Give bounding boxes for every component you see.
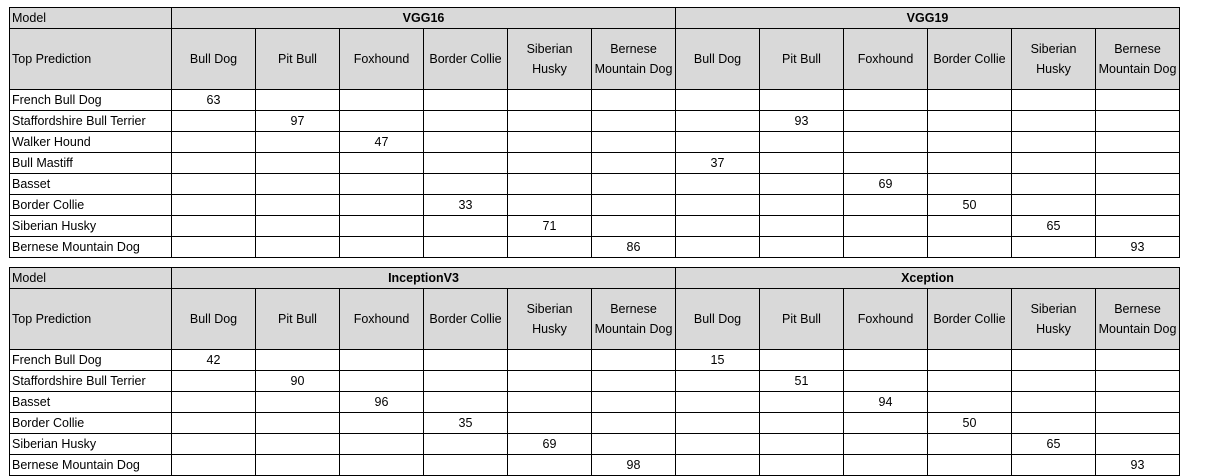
score-cell [928, 90, 1012, 111]
score-cell [424, 216, 508, 237]
score-cell [256, 195, 340, 216]
score-cell [508, 237, 592, 258]
column-header: Pit Bull [760, 29, 844, 90]
score-cell: 37 [676, 153, 760, 174]
column-header-row [10, 289, 1180, 350]
score-cell [340, 216, 424, 237]
column-header: Border Collie [928, 29, 1012, 90]
score-cell: 69 [508, 434, 592, 455]
row-label: Walker Hound [10, 132, 172, 153]
score-cell [1012, 90, 1096, 111]
score-cell [340, 174, 424, 195]
score-cell [424, 174, 508, 195]
score-cell [844, 350, 928, 371]
results-table-2 [9, 267, 1180, 476]
column-header: Bull Dog [172, 29, 256, 90]
table-row [10, 132, 1180, 153]
table-row [10, 434, 1180, 455]
score-cell [928, 111, 1012, 132]
score-cell [1012, 111, 1096, 132]
score-cell [928, 132, 1012, 153]
column-header: Bull Dog [676, 289, 760, 350]
score-cell [1096, 90, 1180, 111]
score-cell: 63 [172, 90, 256, 111]
score-cell: 35 [424, 413, 508, 434]
column-header: Siberian Husky [508, 289, 592, 350]
score-cell [1096, 174, 1180, 195]
score-cell [424, 371, 508, 392]
score-cell [508, 350, 592, 371]
row-label: Staffordshire Bull Terrier [10, 371, 172, 392]
score-cell [760, 413, 844, 434]
score-cell: 69 [844, 174, 928, 195]
row-label: Staffordshire Bull Terrier [10, 111, 172, 132]
score-cell [676, 434, 760, 455]
score-cell [928, 153, 1012, 174]
score-cell [1096, 153, 1180, 174]
score-cell [844, 413, 928, 434]
score-cell [1096, 392, 1180, 413]
score-cell [172, 195, 256, 216]
table-body [10, 350, 1180, 476]
score-cell [1012, 392, 1096, 413]
score-cell [424, 350, 508, 371]
score-cell [928, 174, 1012, 195]
score-cell [676, 237, 760, 258]
column-header: Bull Dog [676, 29, 760, 90]
score-cell [172, 371, 256, 392]
score-cell [592, 392, 676, 413]
score-cell [340, 371, 424, 392]
score-cell [340, 90, 424, 111]
score-cell [592, 216, 676, 237]
score-cell [760, 132, 844, 153]
row-label: Bernese Mountain Dog [10, 455, 172, 476]
score-cell [508, 413, 592, 434]
model-label: Model [10, 268, 172, 289]
column-header: Foxhound [844, 289, 928, 350]
score-cell [424, 111, 508, 132]
score-cell [172, 153, 256, 174]
score-cell [1012, 455, 1096, 476]
column-header: Bernese Mountain Dog [1096, 29, 1180, 90]
score-cell [256, 350, 340, 371]
score-cell [844, 195, 928, 216]
score-cell [1096, 413, 1180, 434]
score-cell [1012, 371, 1096, 392]
model-name-cell: Xception [676, 268, 1180, 289]
column-header: Border Collie [424, 29, 508, 90]
score-cell [928, 371, 1012, 392]
column-header: Bernese Mountain Dog [592, 289, 676, 350]
score-cell: 65 [1012, 216, 1096, 237]
table-row [10, 455, 1180, 476]
top-prediction-label: Top Prediction [10, 29, 172, 90]
score-cell [172, 132, 256, 153]
score-cell [256, 413, 340, 434]
score-cell [676, 90, 760, 111]
model-row [10, 8, 1180, 29]
score-cell [592, 195, 676, 216]
column-header-row [10, 29, 1180, 90]
row-label: Siberian Husky [10, 434, 172, 455]
score-cell [508, 392, 592, 413]
table-row [10, 371, 1180, 392]
row-label: Bull Mastiff [10, 153, 172, 174]
score-cell [340, 434, 424, 455]
row-label: French Bull Dog [10, 350, 172, 371]
score-cell: 50 [928, 413, 1012, 434]
score-cell [1096, 195, 1180, 216]
score-cell [760, 90, 844, 111]
table-row [10, 216, 1180, 237]
column-header: Bernese Mountain Dog [1096, 289, 1180, 350]
column-header: Pit Bull [256, 289, 340, 350]
score-cell [676, 392, 760, 413]
score-cell [676, 455, 760, 476]
score-cell [256, 434, 340, 455]
model-row [10, 268, 1180, 289]
score-cell [760, 237, 844, 258]
score-cell [676, 413, 760, 434]
score-cell [928, 392, 1012, 413]
score-cell [844, 371, 928, 392]
score-cell [760, 392, 844, 413]
top-prediction-label: Top Prediction [10, 289, 172, 350]
score-cell: 65 [1012, 434, 1096, 455]
score-cell: 51 [760, 371, 844, 392]
row-label: Siberian Husky [10, 216, 172, 237]
score-cell [1096, 111, 1180, 132]
column-header: Siberian Husky [508, 29, 592, 90]
column-header: Border Collie [928, 289, 1012, 350]
score-cell [1012, 153, 1096, 174]
table-row [10, 90, 1180, 111]
score-cell: 50 [928, 195, 1012, 216]
score-cell: 47 [340, 132, 424, 153]
score-cell [760, 455, 844, 476]
score-cell [1096, 434, 1180, 455]
column-header: Bernese Mountain Dog [592, 29, 676, 90]
score-cell [760, 174, 844, 195]
score-cell [844, 455, 928, 476]
score-cell [340, 455, 424, 476]
table-row [10, 392, 1180, 413]
score-cell [256, 392, 340, 413]
score-cell [592, 153, 676, 174]
score-cell [424, 132, 508, 153]
column-header: Border Collie [424, 289, 508, 350]
score-cell [172, 434, 256, 455]
score-cell [256, 90, 340, 111]
score-cell [172, 392, 256, 413]
score-cell [256, 455, 340, 476]
results-table-1 [9, 7, 1180, 258]
row-label: Border Collie [10, 413, 172, 434]
score-cell [844, 216, 928, 237]
score-cell: 96 [340, 392, 424, 413]
score-cell [508, 153, 592, 174]
row-label: Bernese Mountain Dog [10, 237, 172, 258]
model-name-cell: VGG19 [676, 8, 1180, 29]
score-cell [1012, 237, 1096, 258]
score-cell [1012, 195, 1096, 216]
score-cell [1096, 132, 1180, 153]
score-cell: 93 [1096, 237, 1180, 258]
score-cell [340, 153, 424, 174]
model-name-cell: VGG16 [172, 8, 676, 29]
score-cell [172, 455, 256, 476]
score-cell [928, 434, 1012, 455]
score-cell [424, 237, 508, 258]
score-cell [1012, 413, 1096, 434]
score-cell: 90 [256, 371, 340, 392]
score-cell [928, 455, 1012, 476]
score-cell [1096, 216, 1180, 237]
table-row [10, 350, 1180, 371]
table-row [10, 153, 1180, 174]
column-header: Siberian Husky [1012, 289, 1096, 350]
score-cell [340, 350, 424, 371]
model-name-cell: InceptionV3 [172, 268, 676, 289]
score-cell: 97 [256, 111, 340, 132]
score-cell [256, 153, 340, 174]
score-cell [676, 371, 760, 392]
score-cell [172, 216, 256, 237]
score-cell [508, 371, 592, 392]
score-cell [676, 132, 760, 153]
score-cell [844, 434, 928, 455]
score-cell [592, 371, 676, 392]
row-label: Basset [10, 174, 172, 195]
score-cell: 93 [760, 111, 844, 132]
score-cell [844, 111, 928, 132]
score-cell [424, 434, 508, 455]
score-cell [1096, 371, 1180, 392]
score-cell: 98 [592, 455, 676, 476]
score-cell [592, 434, 676, 455]
score-cell [592, 90, 676, 111]
score-cell [1012, 132, 1096, 153]
score-cell [508, 90, 592, 111]
score-cell: 15 [676, 350, 760, 371]
score-cell [508, 174, 592, 195]
score-cell [256, 132, 340, 153]
score-cell [424, 153, 508, 174]
score-cell [508, 111, 592, 132]
score-cell [256, 237, 340, 258]
score-cell: 93 [1096, 455, 1180, 476]
score-cell [172, 111, 256, 132]
score-cell [844, 153, 928, 174]
score-cell [508, 195, 592, 216]
score-cell [760, 434, 844, 455]
score-cell [592, 132, 676, 153]
row-label: French Bull Dog [10, 90, 172, 111]
score-cell [928, 237, 1012, 258]
score-cell [508, 455, 592, 476]
table-row [10, 413, 1180, 434]
column-header: Foxhound [844, 29, 928, 90]
score-cell [928, 216, 1012, 237]
score-cell [592, 111, 676, 132]
score-cell [424, 90, 508, 111]
score-cell [508, 132, 592, 153]
score-cell: 86 [592, 237, 676, 258]
table-row [10, 195, 1180, 216]
table-row [10, 111, 1180, 132]
column-header: Siberian Husky [1012, 29, 1096, 90]
score-cell [676, 174, 760, 195]
score-cell [256, 174, 340, 195]
column-header: Bull Dog [172, 289, 256, 350]
score-cell [760, 195, 844, 216]
score-cell [760, 350, 844, 371]
score-cell [256, 216, 340, 237]
score-cell [592, 174, 676, 195]
score-cell [172, 413, 256, 434]
score-cell: 33 [424, 195, 508, 216]
score-cell [844, 237, 928, 258]
table-row [10, 237, 1180, 258]
score-cell [1012, 174, 1096, 195]
column-header: Pit Bull [760, 289, 844, 350]
score-cell: 94 [844, 392, 928, 413]
column-header: Foxhound [340, 29, 424, 90]
score-cell [760, 153, 844, 174]
score-cell [676, 216, 760, 237]
table-row [10, 174, 1180, 195]
model-label: Model [10, 8, 172, 29]
score-cell [340, 237, 424, 258]
column-header: Pit Bull [256, 29, 340, 90]
column-header: Foxhound [340, 289, 424, 350]
score-cell [424, 392, 508, 413]
score-cell [424, 455, 508, 476]
score-cell [844, 90, 928, 111]
score-cell [592, 350, 676, 371]
score-cell [760, 216, 844, 237]
score-cell [340, 111, 424, 132]
score-cell [844, 132, 928, 153]
score-cell [172, 237, 256, 258]
score-cell [676, 195, 760, 216]
row-label: Basset [10, 392, 172, 413]
score-cell [1096, 350, 1180, 371]
score-cell [1012, 350, 1096, 371]
score-cell [340, 195, 424, 216]
score-cell [928, 350, 1012, 371]
score-cell [676, 111, 760, 132]
score-cell [592, 413, 676, 434]
score-cell: 42 [172, 350, 256, 371]
score-cell: 71 [508, 216, 592, 237]
row-label: Border Collie [10, 195, 172, 216]
score-cell [172, 174, 256, 195]
score-cell [340, 413, 424, 434]
table-body [10, 90, 1180, 258]
